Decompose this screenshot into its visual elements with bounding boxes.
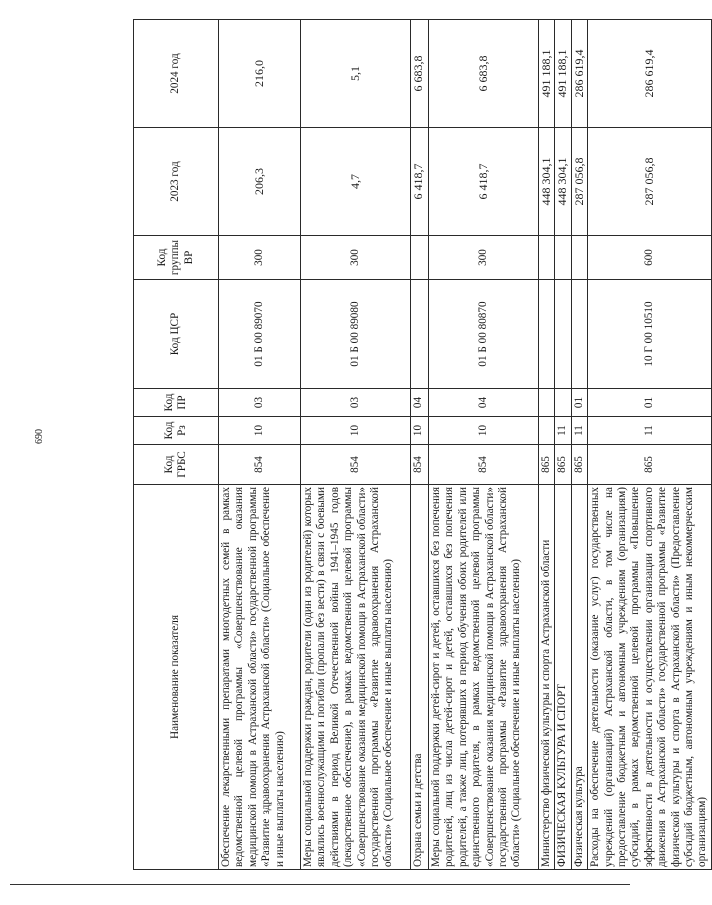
row-2023: 448 304,1	[539, 128, 555, 236]
row-csr	[539, 280, 555, 389]
row-2024: 5,1	[301, 20, 411, 128]
row-rz: 10	[301, 417, 411, 445]
page-number: 690	[34, 429, 45, 444]
row-2023: 287 056,8	[588, 128, 712, 236]
row-grbs: 865	[588, 445, 712, 485]
table-row	[555, 20, 571, 870]
row-pr	[539, 389, 555, 417]
row-rz: 10	[429, 417, 539, 445]
table-row	[539, 20, 555, 870]
row-pr: 01	[571, 389, 587, 417]
row-2023: 6 418,7	[429, 128, 539, 236]
row-pr: 03	[301, 389, 411, 417]
table-row	[219, 20, 301, 870]
bottom-rule	[10, 884, 630, 885]
row-csr: 01 Б 00 89080	[301, 280, 411, 389]
row-grbs: 854	[411, 445, 429, 485]
row-2024: 6 683,8	[411, 20, 429, 128]
row-2023: 4,7	[301, 128, 411, 236]
row-pr: 01	[588, 389, 712, 417]
row-csr: 10 Г 00 10510	[588, 280, 712, 389]
row-csr: 01 Б 00 89070	[219, 280, 301, 389]
row-vr	[539, 236, 555, 280]
row-pr: 03	[219, 389, 301, 417]
row-grbs: 854	[301, 445, 411, 485]
row-vr	[411, 236, 429, 280]
row-pr	[555, 389, 571, 417]
row-name: Министерство физической культуры и спорта Астраханской области	[539, 485, 555, 870]
row-vr: 300	[219, 236, 301, 280]
row-rz: 11	[555, 417, 571, 445]
row-name: Физическая культура	[571, 485, 587, 870]
row-name: ФИЗИЧЕСКАЯ КУЛЬТУРА И СПОРТ	[555, 485, 571, 870]
row-name: Меры социальной поддержки детей-сирот и детей, оставшихся без попечения родителей, лиц из числа детей-сирот и детей, оставшихся без попечения родителей, а также лиц, потерявших в период обучения обоих родителей или единственного родителя, в рамках ведомственной целевой программы «Совершенствование оказания медицинской помощи в Астраханской области» государственной программы «Развитие здравоохранения Астраханской области» (Социальное обеспечение и иные выплаты населению)	[429, 485, 539, 870]
row-grbs: 854	[219, 445, 301, 485]
row-name: Расходы на обеспечение деятельности (оказание услуг) государственных учреждений (организаций) Астраханской области, в том числе на предоставление бюджетным и автономным учреждениям (организациям) субсидий, в рамках ведомственной целевой программы «Повышение эффективности в деятельности и осуществлении организации спортивного движения в Астраханской области» государственной программы «Развитие физической культуры и спорта в Астраханской области» (Предоставление субсидий бюджетным, автономным учреждениям и иным некоммерческим организациям)	[588, 485, 712, 870]
row-grbs: 865	[539, 445, 555, 485]
row-csr	[411, 280, 429, 389]
row-vr: 600	[588, 236, 712, 280]
row-pr: 04	[411, 389, 429, 417]
table-row	[588, 20, 712, 870]
row-2023: 287 056,8	[571, 128, 587, 236]
row-grbs: 854	[429, 445, 539, 485]
row-2024: 491 188,1	[555, 20, 571, 128]
row-grbs: 865	[571, 445, 587, 485]
table-row	[571, 20, 587, 870]
row-2024: 286 619,4	[588, 20, 712, 128]
header-grbs: Код ГРБС	[134, 445, 219, 485]
row-grbs: 865	[555, 445, 571, 485]
table-row	[301, 20, 411, 870]
row-rz: 11	[588, 417, 712, 445]
row-2023: 448 304,1	[555, 128, 571, 236]
row-name: Охрана семьи и детства	[411, 485, 429, 870]
row-rz: 11	[571, 417, 587, 445]
row-name: Обеспечение лекарственными препаратами многодетных семей в рамках ведомственной целевой программы «Совершенствование оказания медицинской помощи в Астраханской области» государственной программы «Развитие здравоохранения Астраханской области» (Социальное обеспечение и иные выплаты населению)	[219, 485, 301, 870]
header-rz: Код Рз	[134, 417, 219, 445]
header-vr: Код группы ВР	[134, 236, 219, 280]
row-2024: 6 683,8	[429, 20, 539, 128]
table-row	[429, 20, 539, 870]
header-2023: 2023 год	[134, 128, 219, 236]
table-header-row	[134, 20, 219, 870]
table-row	[411, 20, 429, 870]
header-csr: Код ЦСР	[134, 280, 219, 389]
rotated-page-content	[133, 20, 709, 870]
row-2024: 491 188,1	[539, 20, 555, 128]
row-rz	[539, 417, 555, 445]
row-2023: 6 418,7	[411, 128, 429, 236]
header-pr: Код ПР	[134, 389, 219, 417]
row-2024: 286 619,4	[571, 20, 587, 128]
row-vr: 300	[429, 236, 539, 280]
row-rz: 10	[219, 417, 301, 445]
row-pr: 04	[429, 389, 539, 417]
row-rz: 10	[411, 417, 429, 445]
row-vr	[571, 236, 587, 280]
row-vr	[555, 236, 571, 280]
row-2024: 216,0	[219, 20, 301, 128]
row-2023: 206,3	[219, 128, 301, 236]
header-name: Наименование показателя	[134, 485, 219, 870]
row-csr	[555, 280, 571, 389]
header-2024: 2024 год	[134, 20, 219, 128]
budget-table	[133, 19, 712, 870]
row-csr	[571, 280, 587, 389]
row-vr: 300	[301, 236, 411, 280]
row-name: Меры социальной поддержки граждан, родители (один из родителей) которых являлись военнослужащими и погибли (пропали без вести) в связи с боевыми действиями в период Великой Отечественной войны 1941–1945 годов (лекарственное обеспечение), в рамках ведомственной целевой программы «Совершенствование оказания медицинской помощи в Астраханской области» государственной программы «Развитие здравоохранения Астраханской области» (Социальное обеспечение и иные выплаты населению)	[301, 485, 411, 870]
row-csr: 01 Б 00 80870	[429, 280, 539, 389]
